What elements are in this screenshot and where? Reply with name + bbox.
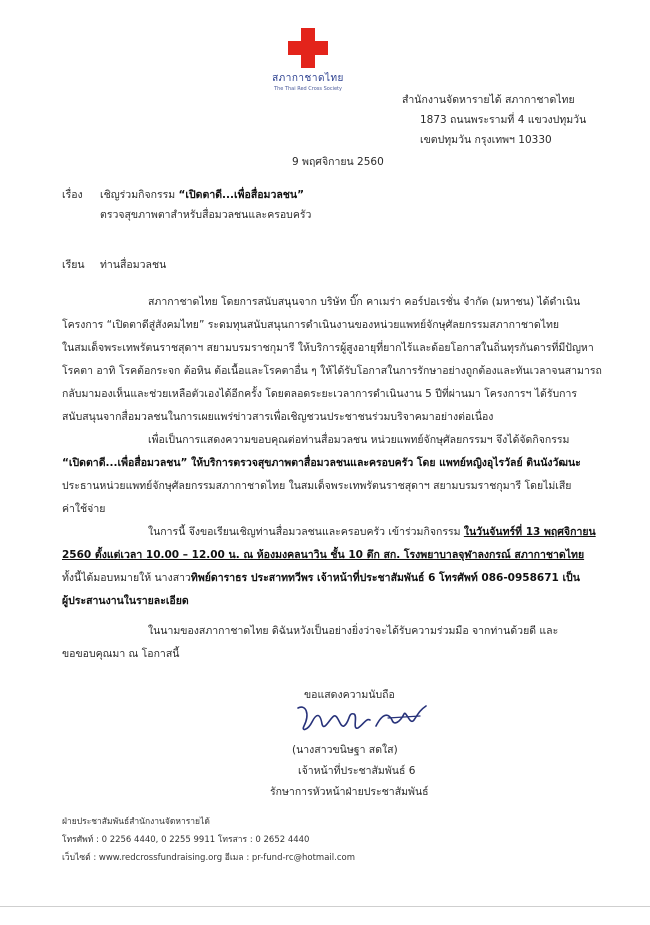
footer-department: ฝ่ายประชาสัมพันธ์สำนักงานจัดหารายได้ (62, 817, 210, 827)
subject-label: เรื่อง (62, 189, 83, 201)
event-date: ในวันจันทร์ที่ 13 พฤศจิกายน (463, 526, 596, 538)
bottom-divider (0, 906, 650, 907)
para3-assign-text: ทั้งนี้ได้มอบหมายให้ นางสาว (62, 572, 191, 584)
para1-line-6: สนับสนุนจากสื่อมวลชนในการเผยแพร่ข่าวสารเพื่อเชิญชวนประชาชนร่วมบริจาคมาอย่างต่อเนื่อง (62, 411, 494, 423)
subject-prefix: เชิญร่วมกิจกรรม (100, 189, 176, 201)
footer-phone: โทรศัพท์ : 0 2256 4440, 0 2255 9911 โทรสาร : 0 2652 4440 (62, 835, 310, 845)
para1-line-2: โครงการ “เปิดตาดีสู่สังคมไทย” ระดมทุนสนับสนุนการดำเนินงานของหน่วยแพทย์จักษุศัลยกรรมสภากาชาดไทย (62, 319, 560, 331)
subject-event-title: “เปิดตาดี...เพื่อสื่อมวลชน” (178, 189, 304, 201)
para3-line-4: ผู้ประสานงานในรายละเอียด (62, 595, 189, 607)
address-line-2: 1873 ถนนพระรามที่ 4 แขวงปทุมวัน (420, 114, 587, 126)
event-time-venue: 2560 ตั้งแต่เวลา 10.00 – 12.00 น. ณ ห้องมงคลนาวิน ชั้น 10 ตึก สก. โรงพยาบาลจุฬาลงกรณ์ สภากาชาดไทย (62, 549, 585, 561)
signer-position-1: เจ้าหน้าที่ประชาสัมพันธ์ 6 (298, 765, 416, 777)
salutation-recipient: ท่านสื่อมวลชน (100, 259, 167, 271)
contact-person: ทิพย์ดาราธร ประสาททวีพร เจ้าหน้าที่ประชาสัมพันธ์ 6 โทรศัพท์ 086-0958671 เป็น (190, 572, 580, 584)
para3-invite-text: ในการนี้ จึงขอเรียนเชิญท่านสื่อมวลชนและครอบครัว เข้าร่วมกิจกรรม (148, 526, 461, 538)
para1-line-3: ในสมเด็จพระเทพรัตนราชสุดาฯ สยามบรมราชกุมารี ให้บริการผู้สูงอายุที่ยากไร้และด้อยโอกาสในถิ่นทุรกันดารที่มีปัญหา (62, 342, 594, 354)
closing-text: ขอแสดงความนับถือ (304, 689, 395, 701)
signer-name: (นางสาวขนิษฐา สดใส) (292, 744, 398, 756)
signer-position-2: รักษาการหัวหน้าฝ่ายประชาสัมพันธ์ (270, 786, 429, 798)
address-line-1: สำนักงานจัดหารายได้ สภากาชาดไทย (402, 94, 575, 106)
para3-line-3 (62, 573, 580, 584)
para2-line-2: “เปิดตาดี...เพื่อสื่อมวลชน” ให้บริการตรวจสุขภาพตาสื่อมวลชนและครอบครัว โดย แพทย์หญิงอุไรวัลย์ ตินนังวัฒนะ (62, 457, 581, 469)
logo-text-th: สภากาชาดไทย (272, 73, 344, 84)
footer-web-email: เว็บไซต์ : www.redcrossfundraising.org อีเมล : pr-fund-rc@hotmail.com (62, 853, 356, 863)
address-line-3: เขตปทุมวัน กรุงเทพฯ 10330 (420, 134, 552, 146)
salutation-label: เรียน (62, 259, 85, 271)
subject-line-1 (100, 190, 304, 201)
letter-date: 9 พฤศจิกายน 2560 (292, 156, 384, 168)
para2-line-1: เพื่อเป็นการแสดงความขอบคุณต่อท่านสื่อมวลชน หน่วยแพทย์จักษุศัลยกรรมฯ จึงได้จัดกิจกรรม (148, 434, 570, 446)
para3-line-1 (148, 527, 596, 538)
para1-line-1: สภากาชาดไทย โดยการสนับสนุนจาก บริษัท บิ๊ก คาเมร่า คอร์ปอเรชั่น จำกัด (มหาชน) ได้ดำเนิน (148, 296, 581, 308)
para1-line-4: โรคตา อาทิ โรคต้อกระจก ต้อหิน ต้อเนื้อและโรคตาอื่น ๆ ให้ได้รับโอกาสในการรักษาอย่างถูกต้องและทันเวลาจนสามารถ (62, 365, 602, 377)
para2-line-3: ประธานหน่วยแพทย์จักษุศัลยกรรมสภากาชาดไทย ในสมเด็จพระเทพรัตนราชสุดาฯ สยามบรมราชกุมารี โดยไม่เสีย (62, 480, 572, 492)
red-cross-logo-icon (288, 28, 328, 68)
para4-line-1: ในนามของสภากาชาดไทย ดิฉันหวังเป็นอย่างยิ่งว่าจะได้รับความร่วมมือ จากท่านด้วยดี และ (148, 625, 559, 637)
para4-line-2: ขอขอบคุณมา ณ โอกาสนี้ (62, 648, 180, 660)
handwritten-signature-icon (292, 700, 442, 742)
subject-line-2: ตรวจสุขภาพตาสำหรับสื่อมวลชนและครอบครัว (100, 209, 312, 221)
logo-text-en: The Thai Red Cross Society (274, 86, 342, 92)
para2-line-4: ค่าใช้จ่าย (62, 503, 106, 515)
para1-line-5: กลับมามองเห็นและช่วยเหลือตัวเองได้อีกครั้ง โดยตลอดระยะเวลาการดำเนินงาน 5 ปีที่ผ่านมา โครงการฯ ได้รับการ (62, 388, 578, 400)
